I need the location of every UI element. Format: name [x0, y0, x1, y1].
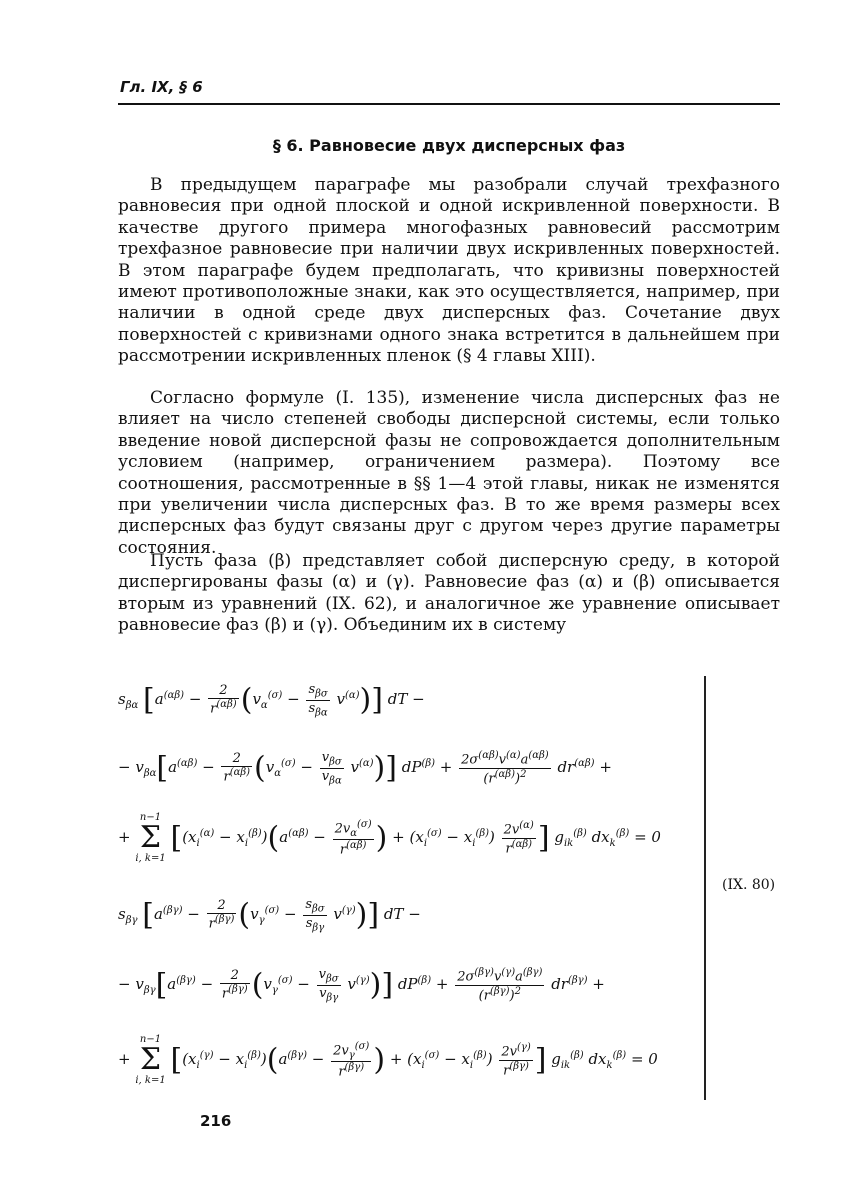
sum-lower-limit-2: i, k=1: [135, 1075, 166, 1086]
page-number: 216: [200, 1112, 232, 1130]
paragraph-1-text: В предыдущем параграфе мы разобрали случай трехфазного равновесия при одной плоской и одной искривленной поверхности. В качестве другого примера многофазных равновесий рассмотрим трехфазное равновесие при наличии двух искривленных поверхностей. В этом параграфе будем предполагать, что кривизны поверхностей имеют противоположные знаки, как это осуществляется, например, при наличии в одной среде двух дисперсных фаз. Сочетание двух поверхностей с кривизнами одного знака встретится в дальнейшем при рассмотрении искривленных пленок (§ 4 главы XIII).: [118, 175, 780, 367]
equation-line-3: + n−1 Σ i, k=1 [$(x_i^{(\alpha)} - x_i^{(\beta)})(a^{(\alpha\beta)}$ − $\frac{2v_\alpha^{(\sigma)}}{r^{(\alpha\beta)}}$ ) + $(x_i^{(\sigma)} - x_i^{(\beta)})$ $\frac{2v^{(\alpha)}}{r^{(\alpha\beta)}}$ ] $g_{ik}^{(\beta)}$ $dx_k^{(\beta)} = 0$: [118, 812, 661, 864]
equation-line-5: − $v_{\beta\gamma}[a^{(\beta\gamma)}$ − $\frac{2}{r^{(\beta\gamma)}}$ ($v_\gamma^{(\sigma)}$ − $\frac{v_{\beta\sigma}}{v_{\beta\gamma}}$ $v^{(\gamma)}$)] $dP^{(\beta)}$ + $\frac{2\sigma^{(\beta\gamma)}v^{(\gamma)}a^{(\beta\gamma)}}{(r^{(\beta\gamma)})^2}$ $dr^{(\beta\gamma)}$ +: [118, 967, 605, 1004]
paragraph-1: [118, 175, 780, 368]
equation-line-6: + n−1 Σ i, k=1 [$(x_i^{(\gamma)} - x_i^{(\beta)})(a^{(\beta\gamma)}$ − $\frac{2v_\gamma^{(\sigma)}}{r^{(\beta\gamma)}}$ ) + $(x_i^{(\sigma)} - x_i^{(\beta)})$ $\frac{2v^{(\gamma)}}{r^{(\beta\gamma)}}$ ] $g_{ik}^{(\beta)}$ $dx_k^{(\beta)} = 0$: [118, 1034, 658, 1086]
paragraph-3-text: Пусть фаза (β) представляет собой дисперсную среду, в которой диспергированы фазы (α) и (γ). Равновесие фаз (α) и (β) описывается вторым из уравнений (IX. 62), и аналогичное же уравнение описывает равновесие фаз (β) и (γ). Объединим их в систему: [118, 551, 780, 636]
equation-bracket-bar: [704, 676, 706, 1100]
equation-number: (IX. 80): [722, 877, 776, 893]
sum-upper-limit-2: n−1: [139, 1034, 162, 1045]
paragraph-2: [118, 388, 780, 559]
section-title: § 6. Равновесие двух дисперсных фаз: [272, 136, 626, 155]
equation-system: [118, 672, 710, 1102]
running-head: Гл. IX, § 6: [120, 78, 203, 96]
paragraph-3: [118, 551, 780, 637]
equals-zero-1: = 0: [634, 828, 661, 846]
equation-line-1: $s_{\beta\alpha}$ [$a^{(\alpha\beta)}$ − $\frac{2}{r^{(\alpha\beta)}}$ ($v_\alpha^{(\sigma)}$ − $\frac{s_{\beta\sigma}}{s_{\beta\alpha}}$ $v^{(\alpha)}$)] dT −: [118, 682, 425, 719]
equation-line-2: − $v_{\beta\alpha}[a^{(\alpha\beta)}$ − $\frac{2}{r^{(\alpha\beta)}}$ ($v_\alpha^{(\sigma)}$ − $\frac{v_{\beta\sigma}}{v_{\beta\alpha}}$ $v^{(\alpha)}$)] $dP^{(\beta)}$ + $\frac{2\sigma^{(\alpha\beta)}v^{(\alpha)}a^{(\alpha\beta)}}{(r^{(\alpha\beta)})^2}$ $dr^{(\alpha\beta)}$ +: [118, 750, 612, 787]
equation-line-4: $s_{\beta\gamma}$ [$a^{(\beta\gamma)}$ − $\frac{2}{r^{(\beta\gamma)}}$ ($v_\gamma^{(\sigma)}$ − $\frac{s_{\beta\sigma}}{s_{\beta\gamma}}$ $v^{(\gamma)}$)] dT −: [118, 897, 421, 934]
equals-zero-2: = 0: [630, 1050, 658, 1068]
sum-upper-limit: n−1: [139, 812, 162, 823]
sum-lower-limit: i, k=1: [135, 853, 166, 864]
header-rule: [118, 103, 780, 105]
paragraph-2-text: Согласно формуле (I. 135), изменение числа дисперсных фаз не влияет на число степеней свободы дисперсной системы, если только введение новой дисперсной фазы не сопровождается дополнительным условием (например, ограничением размера). Поэтому все соотношения, рассмотренные в §§ 1—4 этой главы, никак не изменятся при увеличении числа дисперсных фаз. В то же время размеры всех дисперсных фаз будут связаны друг с другом через другие параметры состояния.: [118, 388, 780, 558]
